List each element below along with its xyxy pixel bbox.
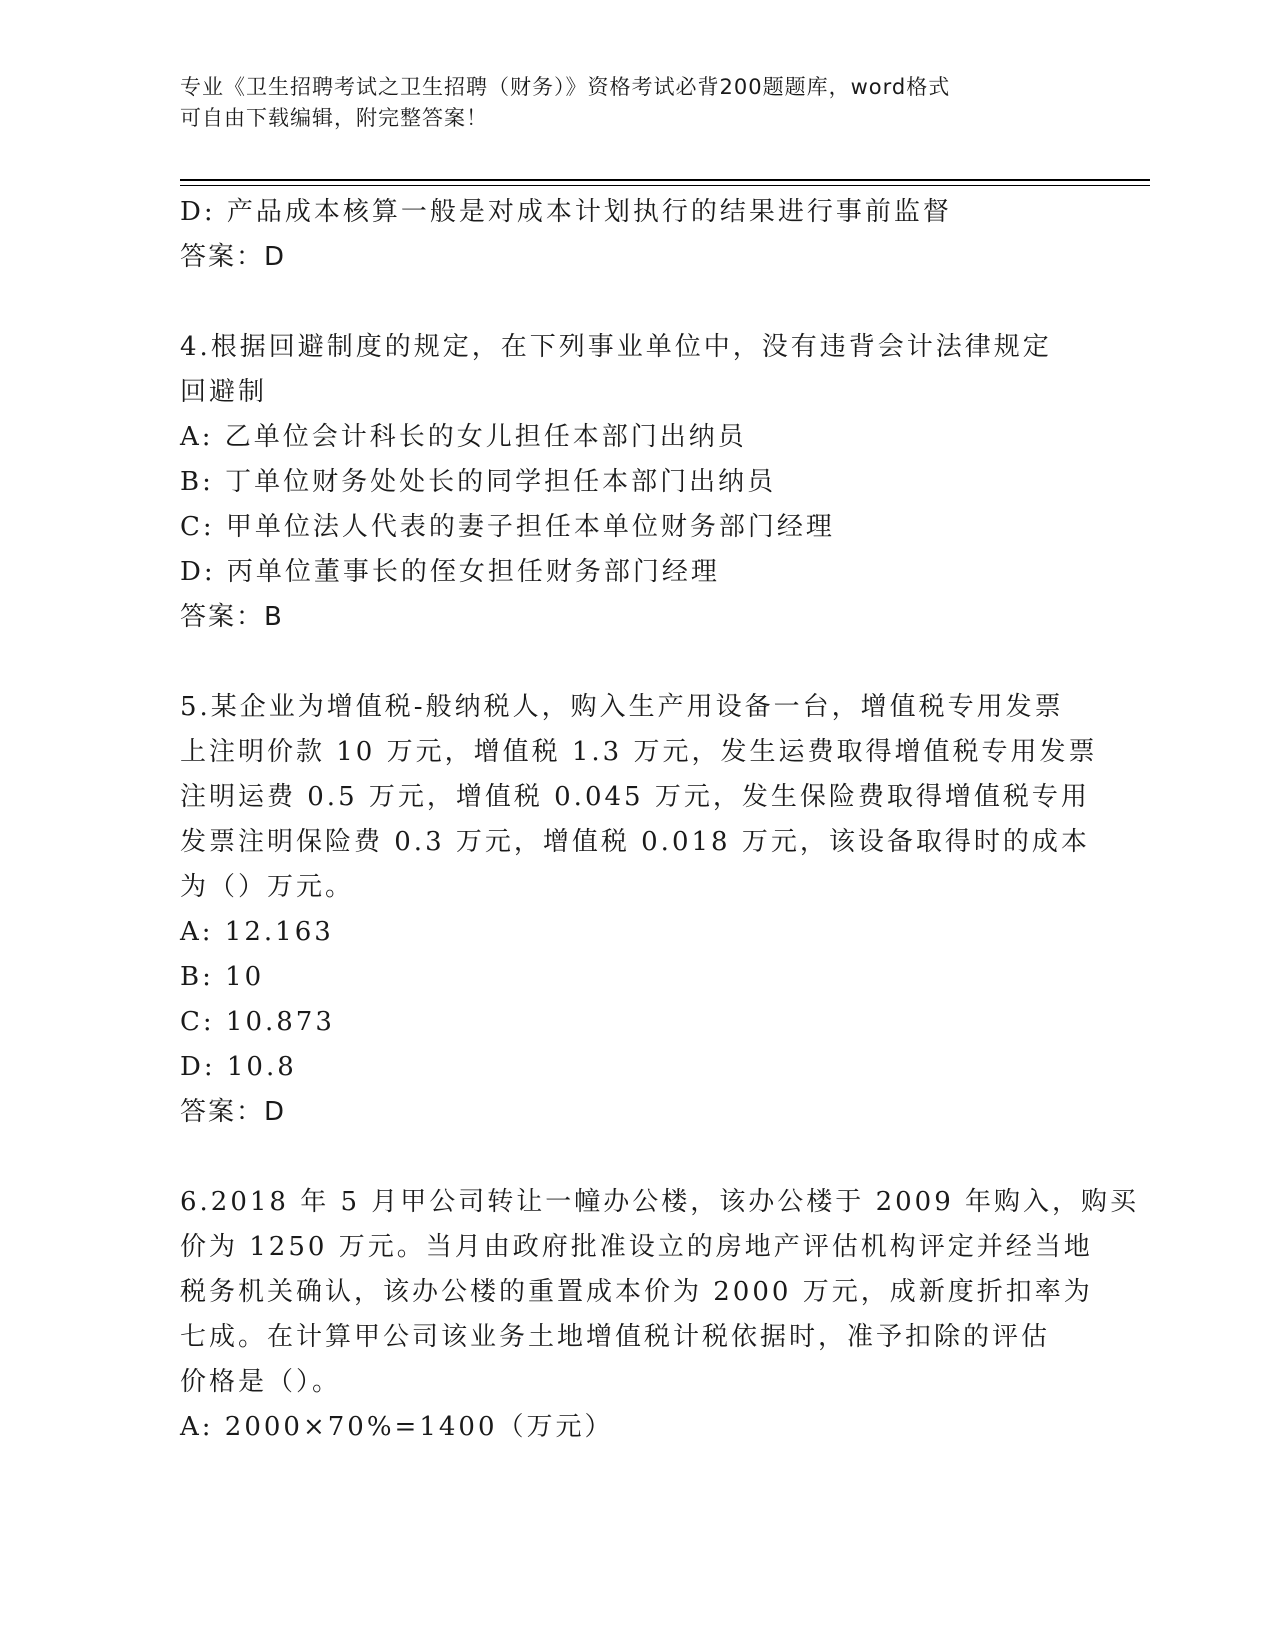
- question-content: [180, 190, 1140, 1450]
- q4-stem-line-1: 4.根据回避制度的规定，在下列事业单位中，没有违背会计法律规定: [180, 332, 1052, 362]
- q5-option-b: B: 10: [180, 962, 265, 992]
- header-title-line-2: 可自由下载编辑，附完整答案！: [180, 106, 488, 130]
- q6-stem-line-1: 6.2018 年 5 月甲公司转让一幢办公楼，该办公楼于 2009 年购入，购买: [180, 1187, 1140, 1217]
- question-6: [180, 1180, 1140, 1450]
- q5-stem-line-5: 为（）万元。: [180, 872, 355, 902]
- spacer: [180, 280, 1080, 325]
- q4-option-d: D: 丙单位董事长的侄女担任财务部门经理: [180, 557, 720, 587]
- question-4: [180, 325, 1080, 640]
- q6-stem-line-4: 七成。在计算甲公司该业务土地增值税计税依据时，准予扣除的评估: [180, 1322, 1051, 1352]
- q4-stem-line-2: 回避制: [180, 377, 268, 407]
- q5-stem-line-1: 5.某企业为增值税-般纳税人，购入生产用设备一台，增值税专用发票: [180, 692, 1064, 722]
- q5-stem-line-4: 发票注明保险费 0.3 万元，增值税 0.018 万元，该设备取得时的成本: [180, 827, 1090, 857]
- header-title-line-1: 专业《卫生招聘考试之卫生招聘（财务）》资格考试必背200题题库，word格式: [180, 75, 951, 99]
- q3-option-d: D: 产品成本核算一般是对成本计划执行的结果进行事前监督: [180, 197, 952, 227]
- q4-option-c: C: 甲单位法人代表的妻子担任本单位财务部门经理: [180, 512, 835, 542]
- q6-stem-line-5: 价格是（）。: [180, 1367, 342, 1397]
- q5-answer: 答案：D: [180, 1097, 287, 1127]
- q4-answer: 答案：B: [180, 602, 284, 632]
- q5-option-c: C: 10.873: [180, 1007, 335, 1037]
- q6-option-a: A: 2000×70%=1400（万元）: [180, 1412, 614, 1442]
- q6-stem-line-3: 税务机关确认，该办公楼的重置成本价为 2000 万元，成新度折扣率为: [180, 1277, 1093, 1307]
- spacer: [180, 1135, 1080, 1180]
- header-divider-thin: [180, 185, 1150, 186]
- q5-option-d: D: 10.8: [180, 1052, 297, 1082]
- q5-stem-line-2: 上注明价款 10 万元，增值税 1.3 万元，发生运费取得增值税专用发票: [180, 737, 1098, 767]
- q3-answer: 答案：D: [180, 242, 287, 272]
- q6-stem-line-2: 价为 1250 万元。当月由政府批准设立的房地产评估机构评定并经当地: [180, 1232, 1093, 1262]
- question-5: [180, 685, 1098, 1135]
- q4-option-b: B: 丁单位财务处处长的同学担任本部门出纳员: [180, 467, 777, 497]
- document-header: [180, 72, 1060, 134]
- q5-option-a: A: 12.163: [180, 917, 334, 947]
- spacer: [180, 640, 1080, 685]
- header-divider-thick: [180, 179, 1150, 181]
- q5-stem-line-3: 注明运费 0.5 万元，增值税 0.045 万元，发生保险费取得增值税专用: [180, 782, 1090, 812]
- q4-option-a: A: 乙单位会计科长的女儿担任本部门出纳员: [180, 422, 747, 452]
